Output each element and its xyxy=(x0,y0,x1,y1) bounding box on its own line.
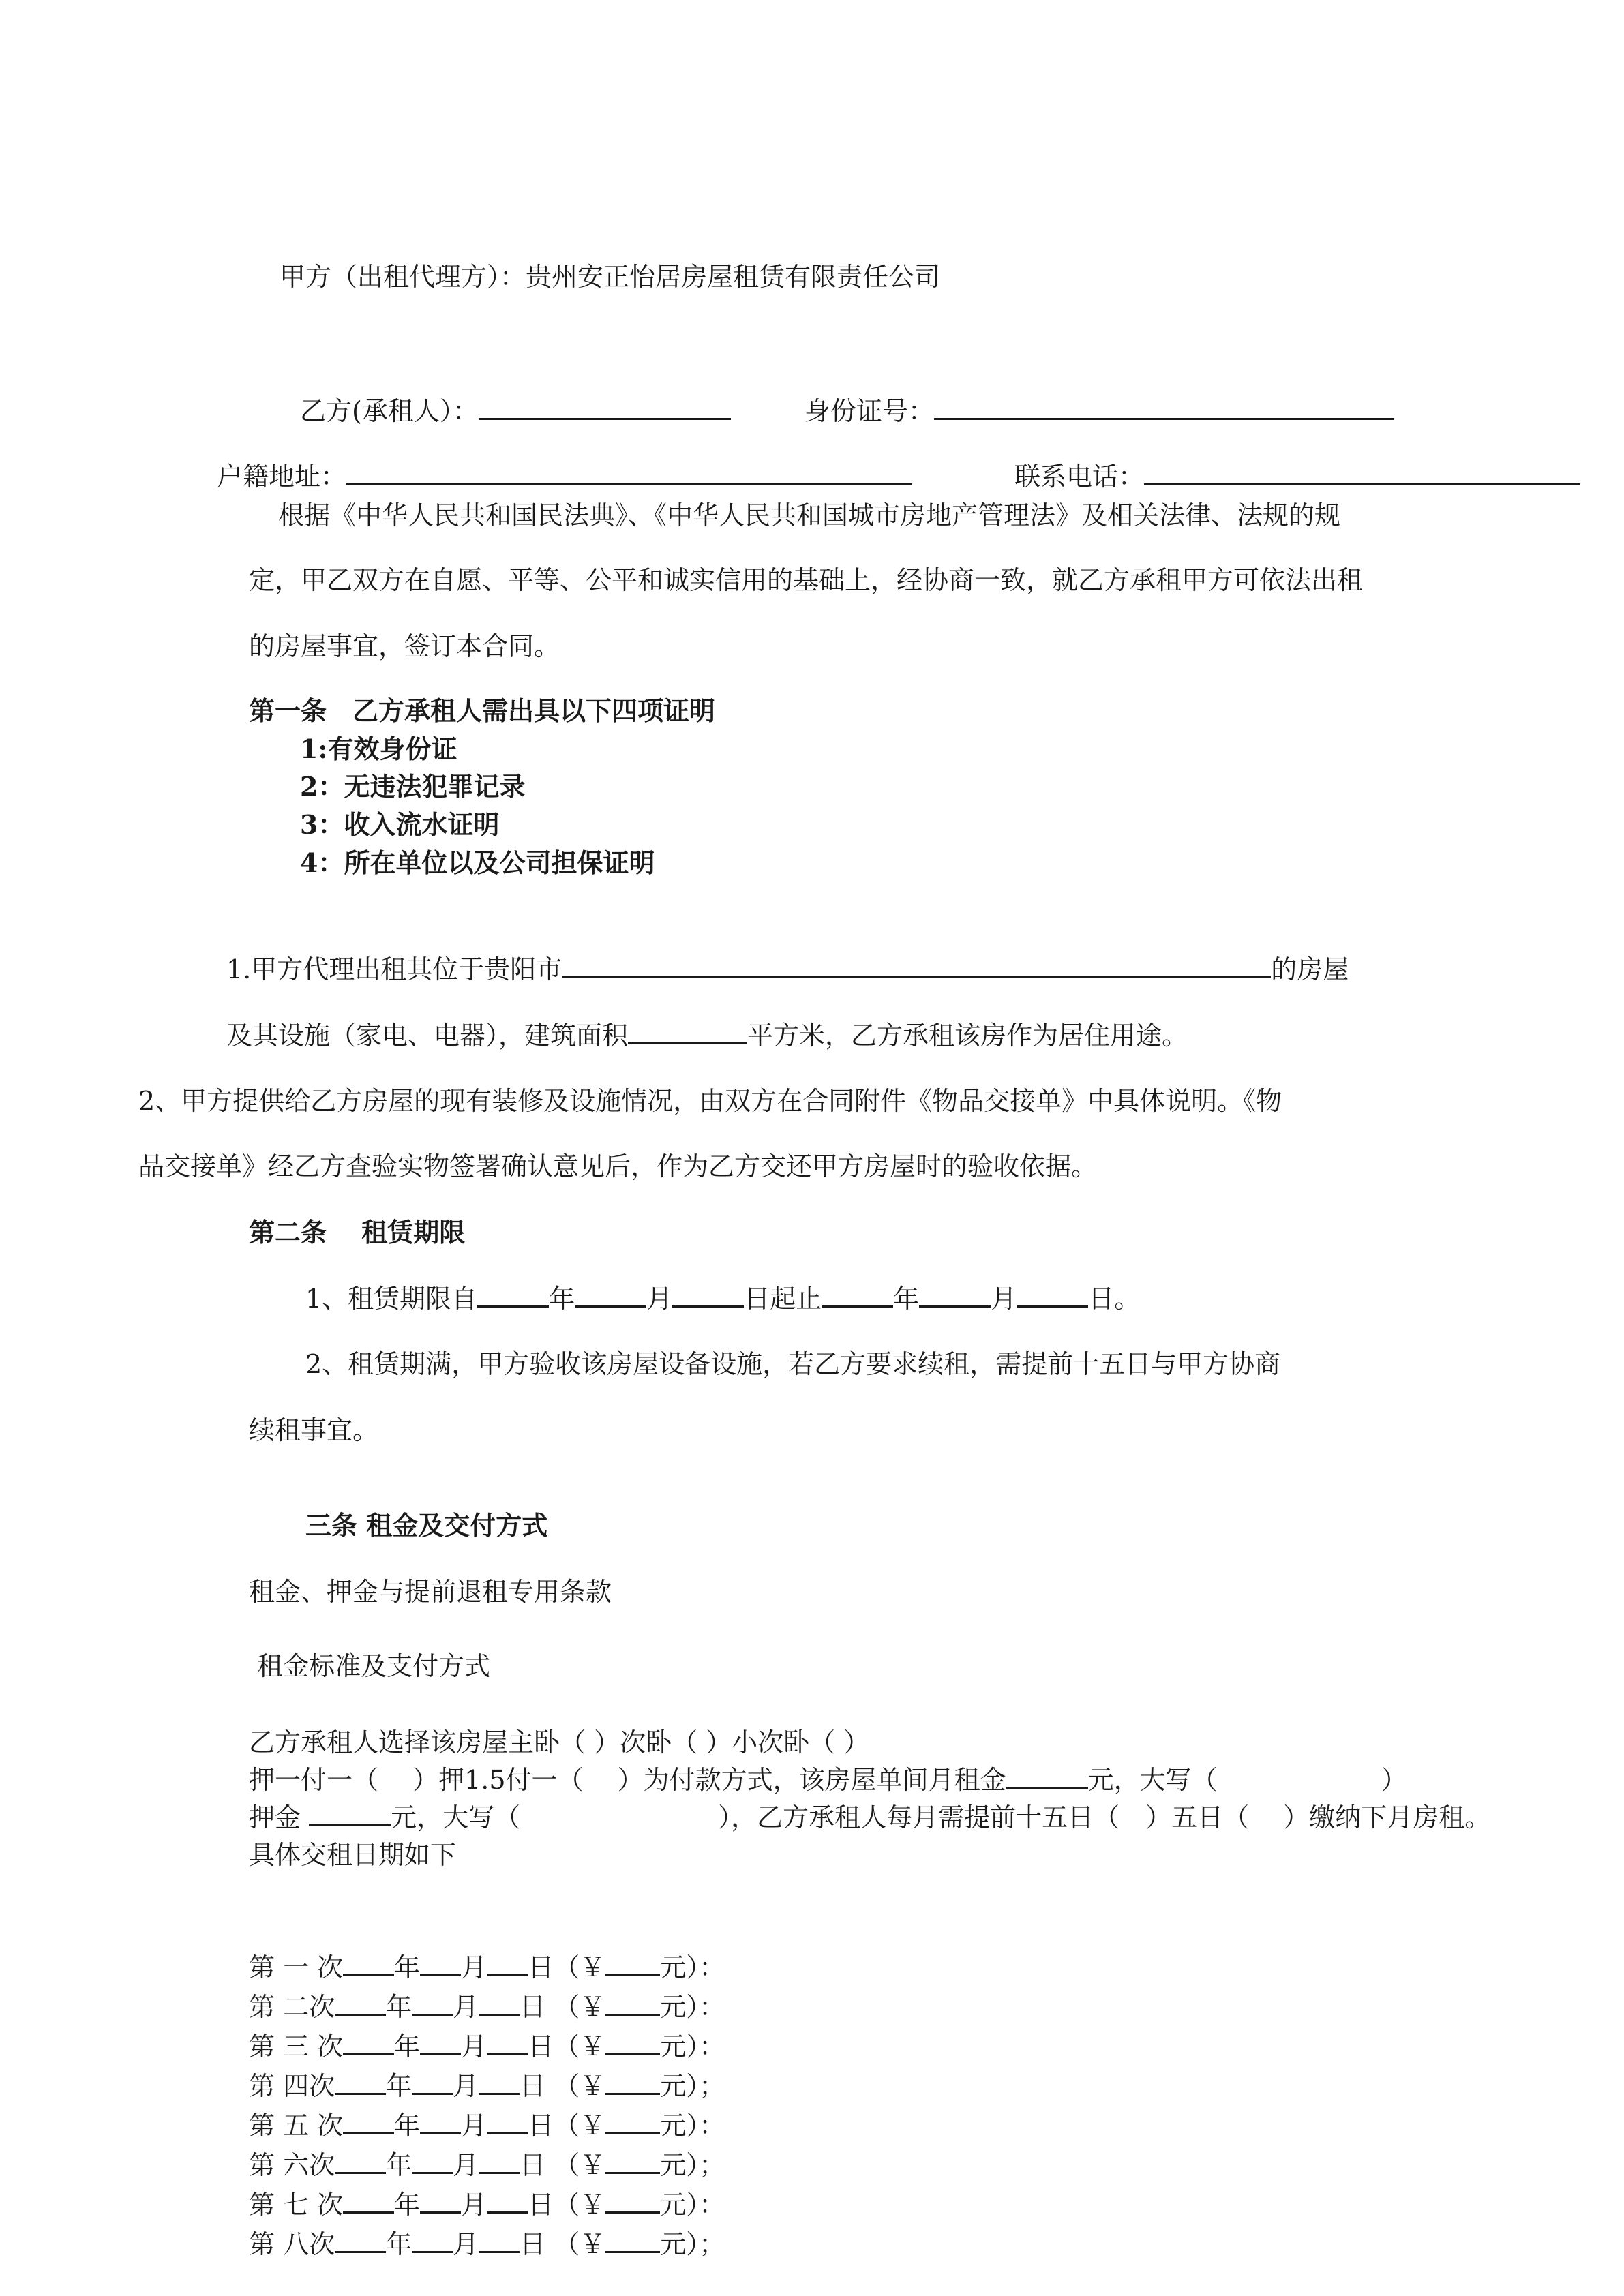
renewal-text-2: 续租事宜。 xyxy=(249,1415,379,1445)
clause2-text-2: 品交接单》经乙方查验实物签署确认意见后，作为乙方交还甲方房屋时的验收依据。 xyxy=(138,1151,1098,1181)
schedule-year-field[interactable] xyxy=(343,2188,394,2214)
article1-item-4 xyxy=(300,845,655,881)
schedule-month-field[interactable] xyxy=(420,1951,461,1976)
preamble-line-2 xyxy=(249,562,1363,598)
clause2-line-2 xyxy=(138,1149,1097,1184)
schedule-year-label: 年 xyxy=(394,1952,421,1982)
schedule-month-field[interactable] xyxy=(420,2109,461,2134)
schedule-yuan-label: 元）： xyxy=(660,2031,725,2061)
room-choice-line xyxy=(249,1725,869,1760)
article3-sub1-text: 租金、押金与提前退租专用条款 xyxy=(249,1577,612,1607)
schedule-yuan-label: 元）： xyxy=(660,1992,725,2022)
room-choice-text: 乙方承租人选择该房屋主卧（ ）次卧（ ）小次卧（ ） xyxy=(249,1727,870,1757)
schedule-amount-field[interactable] xyxy=(605,2149,660,2174)
schedule-installment-label: 第 五 次 xyxy=(249,2111,344,2141)
address-label: 户籍地址： xyxy=(217,462,347,492)
renewal-text-1: 2、租赁期满，甲方验收该房屋设备设施，若乙方要求续租，需提前十五日与甲方协商 xyxy=(305,1349,1281,1379)
article1-item-text-3: 3：收入流水证明 xyxy=(300,809,500,840)
article2-title xyxy=(249,1215,465,1250)
year-label: 年 xyxy=(549,1284,575,1314)
schedule-month-field[interactable] xyxy=(412,2228,453,2253)
lease-term-start-label: 1、租赁期限自 xyxy=(305,1284,478,1314)
schedule-year-label: 年 xyxy=(386,2229,412,2259)
preamble-text-3: 的房屋事宜，签订本合同。 xyxy=(249,631,560,661)
schedule-year-field[interactable] xyxy=(335,1991,386,2016)
schedule-yuan-label: 元）： xyxy=(660,1952,725,1982)
preamble-line-1 xyxy=(278,498,1340,533)
article1-title-text: 第一条 乙方承租人需出具以下四项证明 xyxy=(249,695,716,726)
id-line xyxy=(805,393,1394,429)
schedule-installment-label: 第 三 次 xyxy=(249,2031,344,2061)
schedule-year-label: 年 xyxy=(386,2150,412,2180)
schedule-month-label: 月 xyxy=(461,2111,487,2141)
schedule-yuan-label: 元）； xyxy=(660,2229,725,2259)
schedule-year-field[interactable] xyxy=(343,1951,394,1976)
schedule-row xyxy=(249,2147,725,2183)
start-day-field[interactable] xyxy=(672,1282,744,1308)
clause2-text-1: 2、甲方提供给乙方房屋的现有装修及设施情况，由双方在合同附件《物品交接单》中具体说明。《物 xyxy=(138,1086,1282,1116)
phone-field[interactable] xyxy=(1144,460,1580,485)
schedule-year-label: 年 xyxy=(394,2111,421,2141)
start-year-field[interactable] xyxy=(477,1282,549,1308)
schedule-row xyxy=(249,2068,725,2104)
monthly-rent-field[interactable] xyxy=(1006,1764,1088,1789)
clause1-line-2 xyxy=(226,1018,1188,1053)
deposit-amount-field[interactable] xyxy=(309,1801,391,1826)
payment-text-c: ） xyxy=(1381,1765,1407,1795)
schedule-year-field[interactable] xyxy=(335,2228,386,2253)
schedule-yuan-label: 元）： xyxy=(660,2190,725,2220)
schedule-yuan-label: 元）； xyxy=(660,2150,725,2180)
schedule-month-label: 月 xyxy=(453,1992,479,2022)
schedule-day-label: 日（￥ xyxy=(528,2031,606,2061)
preamble-line-3 xyxy=(249,629,560,664)
schedule-day-field[interactable] xyxy=(479,2228,520,2253)
schedule-row xyxy=(249,2226,725,2262)
schedule-year-field[interactable] xyxy=(335,2149,386,2174)
schedule-day-label: 日 （￥ xyxy=(520,2071,606,2101)
party-a-text: 甲方（出租代理方）：贵州安正怡居房屋租赁有限责任公司 xyxy=(280,262,941,292)
schedule-amount-field[interactable] xyxy=(605,2228,660,2253)
id-label: 身份证号： xyxy=(805,396,935,426)
preamble-text-1: 根据《中华人民共和国民法典》、《中华人民共和国城市房地产管理法》及相关法律、法规的规 xyxy=(278,500,1341,530)
schedule-month-label: 月 xyxy=(453,2071,479,2101)
lease-term-line xyxy=(305,1281,1140,1316)
month-label: 月 xyxy=(991,1284,1017,1314)
renewal-line-2 xyxy=(249,1413,378,1448)
schedule-amount-field[interactable] xyxy=(605,1991,660,2016)
renewal-line-1 xyxy=(305,1346,1280,1382)
schedule-installment-label: 第 二次 xyxy=(249,1992,335,2022)
schedule-year-label: 年 xyxy=(386,1992,412,2022)
schedule-day-label: 日 （￥ xyxy=(520,2229,606,2259)
payment-text-b: 元，大写（ xyxy=(1087,1765,1218,1795)
schedule-month-label: 月 xyxy=(453,2150,479,2180)
schedule-month-label: 月 xyxy=(453,2229,479,2259)
schedule-installment-label: 第 七 次 xyxy=(249,2190,344,2220)
schedule-month-field[interactable] xyxy=(420,2030,461,2055)
schedule-yuan-label: 元）； xyxy=(660,2071,725,2101)
schedule-month-label: 月 xyxy=(461,2031,487,2061)
party-b-label: 乙方(承租人）： xyxy=(300,396,479,426)
end-month-field[interactable] xyxy=(919,1282,991,1308)
schedule-row xyxy=(249,2108,725,2143)
schedule-year-label: 年 xyxy=(394,2031,421,2061)
schedule-year-field[interactable] xyxy=(335,2070,386,2095)
id-number-field[interactable] xyxy=(934,395,1394,420)
year-label: 年 xyxy=(893,1284,920,1314)
deposit-text-c: ），乙方承租人每月需提前十五日（ ）五日（ ）缴纳下月房租。 xyxy=(718,1802,1491,1832)
schedule-day-label: 日（￥ xyxy=(528,2111,606,2141)
schedule-month-field[interactable] xyxy=(412,2149,453,2174)
phone-line xyxy=(1014,459,1580,494)
article1-item-1 xyxy=(300,731,457,767)
article1-item-text-2: 2：无违法犯罪记录 xyxy=(300,771,526,802)
schedule-day-field[interactable] xyxy=(487,2109,528,2134)
schedule-amount-field[interactable] xyxy=(605,2070,660,2095)
schedule-day-field[interactable] xyxy=(479,2149,520,2174)
deposit-line xyxy=(249,1800,1490,1835)
article1-item-text-4: 4：所在单位以及公司担保证明 xyxy=(300,847,655,878)
property-location-field[interactable] xyxy=(562,953,1271,978)
article2-title-text: 第二条 租赁期限 xyxy=(249,1217,466,1248)
start-month-field[interactable] xyxy=(575,1282,646,1308)
schedule-intro-text: 具体交租日期如下 xyxy=(249,1840,457,1870)
deposit-text-a: 押金 xyxy=(249,1802,310,1832)
end-year-field[interactable] xyxy=(822,1282,893,1308)
article3-title xyxy=(305,1508,547,1543)
schedule-day-label: 日 （￥ xyxy=(520,1992,606,2022)
article3-sub1 xyxy=(249,1574,612,1610)
clause1-text-d: 平方米，乙方承租该房作为居住用途。 xyxy=(747,1021,1188,1051)
end-day-field[interactable] xyxy=(1017,1282,1088,1308)
payment-text-a: 押一付一（ ）押1.5付一（ ）为付款方式，该房屋单间月租金 xyxy=(249,1765,1006,1795)
schedule-month-field[interactable] xyxy=(412,2070,453,2095)
schedule-month-field[interactable] xyxy=(420,2188,461,2214)
schedule-amount-field[interactable] xyxy=(605,1951,660,1976)
clause2-line-1 xyxy=(138,1083,1282,1119)
schedule-day-field[interactable] xyxy=(487,2188,528,2214)
address-line xyxy=(217,459,912,494)
article3-sub2-text: 租金标准及支付方式 xyxy=(249,1651,491,1681)
schedule-amount-field[interactable] xyxy=(605,2188,660,2214)
schedule-month-field[interactable] xyxy=(412,1991,453,2016)
schedule-row xyxy=(249,2029,725,2064)
start-day-label: 日起止 xyxy=(744,1284,822,1314)
clause1-line-1 xyxy=(226,952,1349,987)
schedule-row xyxy=(249,2187,725,2222)
schedule-installment-label: 第 一 次 xyxy=(249,1952,344,1982)
party-b-name-field[interactable] xyxy=(479,395,731,420)
schedule-month-label: 月 xyxy=(461,2190,487,2220)
schedule-year-label: 年 xyxy=(394,2190,421,2220)
schedule-year-field[interactable] xyxy=(343,2030,394,2055)
month-label: 月 xyxy=(646,1284,673,1314)
schedule-day-label: 日 （￥ xyxy=(520,2150,606,2180)
party-b-line xyxy=(300,393,731,429)
article1-title xyxy=(249,693,715,729)
schedule-yuan-label: 元）： xyxy=(660,2111,725,2141)
schedule-year-label: 年 xyxy=(386,2071,412,2101)
schedule-amount-field[interactable] xyxy=(605,2109,660,2134)
schedule-installment-label: 第 六次 xyxy=(249,2150,335,2180)
schedule-row xyxy=(249,1989,725,2025)
schedule-day-label: 日（￥ xyxy=(528,2190,606,2220)
article1-item-3 xyxy=(300,807,499,843)
schedule-installment-label: 第 八次 xyxy=(249,2229,335,2259)
phone-label: 联系电话： xyxy=(1014,462,1145,492)
article3-sub2 xyxy=(249,1648,490,1684)
schedule-amount-field[interactable] xyxy=(605,2030,660,2055)
deposit-text-b: 元，大写（ xyxy=(391,1802,521,1832)
schedule-day-label: 日（￥ xyxy=(528,1952,606,1982)
schedule-year-field[interactable] xyxy=(343,2109,394,2134)
schedule-day-field[interactable] xyxy=(487,2030,528,2055)
schedule-day-field[interactable] xyxy=(479,1991,520,2016)
article1-item-2 xyxy=(300,769,525,804)
preamble-text-2: 定，甲乙双方在自愿、平等、公平和诚实信用的基础上，经协商一致，就乙方承租甲方可依法出租 xyxy=(249,565,1364,595)
party-a-line xyxy=(280,259,940,294)
article1-item-text-1: 1:有效身份证 xyxy=(300,734,457,764)
clause1-text-b: 的房屋 xyxy=(1271,954,1349,984)
clause1-text-c: 及其设施（家电、电器），建筑面积 xyxy=(226,1021,629,1051)
end-day-label: 日。 xyxy=(1088,1284,1141,1314)
payment-line xyxy=(249,1762,1407,1798)
area-field[interactable] xyxy=(628,1019,747,1044)
schedule-day-field[interactable] xyxy=(479,2070,520,2095)
schedule-intro-line xyxy=(249,1837,456,1873)
schedule-row xyxy=(249,1950,725,1985)
clause1-text-a: 1.甲方代理出租其位于贵阳市 xyxy=(226,954,562,984)
address-field[interactable] xyxy=(346,460,912,485)
article3-title-text: 三条 租金及交付方式 xyxy=(305,1510,548,1541)
schedule-month-label: 月 xyxy=(461,1952,487,1982)
schedule-installment-label: 第 四次 xyxy=(249,2071,335,2101)
schedule-day-field[interactable] xyxy=(487,1951,528,1976)
